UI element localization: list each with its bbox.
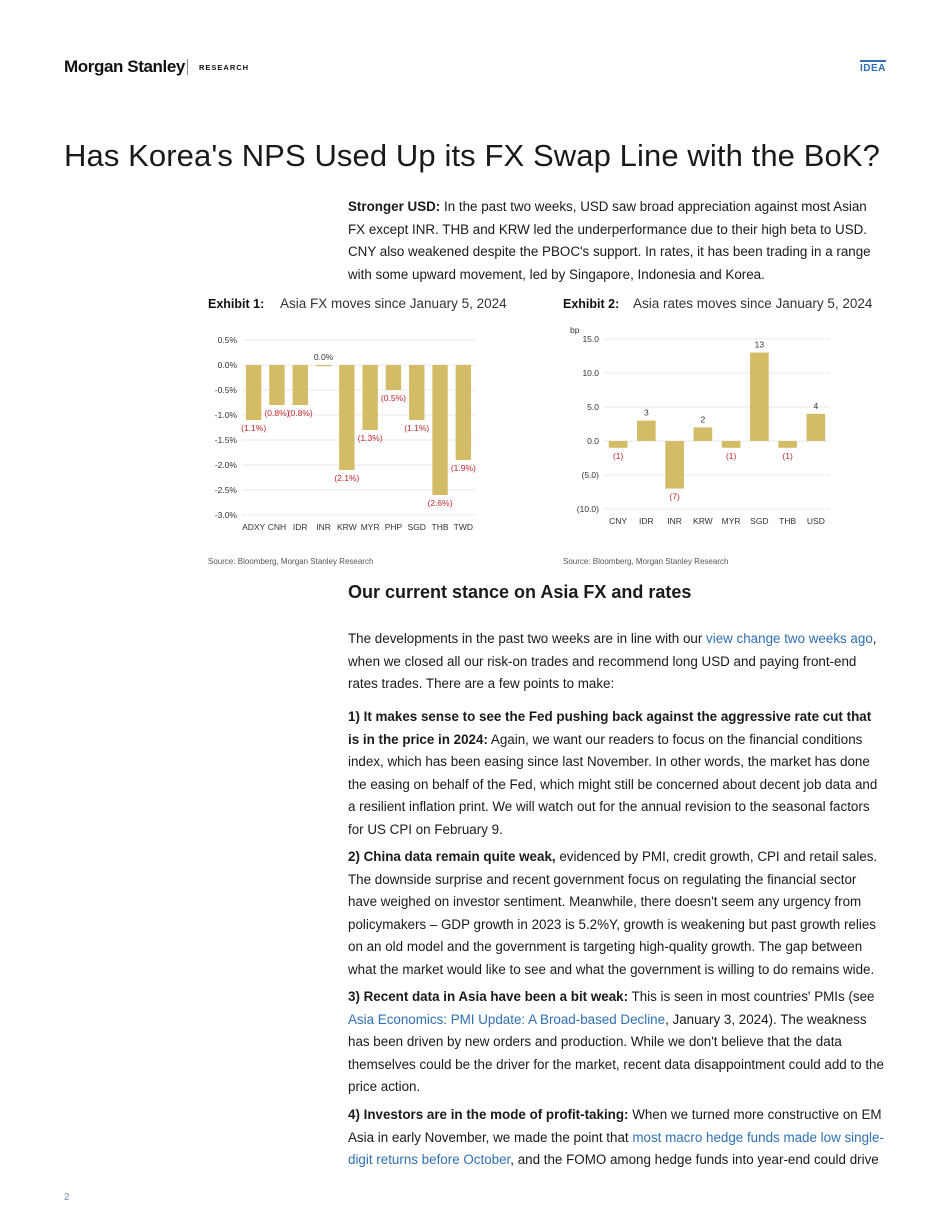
c1-bar-twd [456,365,471,460]
p5-lead: 4) Investors are in the mode of profit-taking: [348,1107,629,1122]
c1-xtick-label: INR [316,522,331,532]
p4-text-pre: This is seen in most countries' PMIs (see [628,989,875,1004]
c1-ytick-label: -3.0% [214,510,237,520]
c1-bar-idr [293,365,308,405]
c1-bar-thb [432,365,447,495]
c2-bar-sgd [750,353,769,441]
c1-bar-inr [316,365,331,366]
intro-lead: Stronger USD: [348,199,441,214]
c2-xtick-label: THB [779,516,797,526]
exhibit2-label: Exhibit 2: [563,297,620,311]
exhibit1-source: Source: Bloomberg, Morgan Stanley Research [208,557,374,566]
c1-data-label: (1.3%) [357,433,383,443]
c2-bar-idr [637,421,656,441]
rates-moves-chart [560,318,840,545]
c2-ytick-label: 15.0 [582,334,599,344]
c2-bar-krw [694,427,713,441]
body-paragraph-5 [348,1104,886,1172]
p2-text: Again, we want our readers to focus on the financial conditions index, which has been easing since last November. In other words, the market has done the easing on behalf of the Fed, which might still be concerned about decent job data and a resilient inflation print. We will watch out for the annual revision to the seasonal factors for US CPI on February 9. [348,731,878,837]
c1-xtick-label: SGD [407,522,426,532]
c1-data-label: (1.1%) [404,423,430,433]
c1-ytick-label: 0.0% [217,360,237,370]
p5-text-pre: When we turned more constructive on EM Asia in early November, we made the point that [348,1107,882,1145]
c1-ytick-label: 0.5% [217,335,237,345]
c1-data-label: (2.1%) [334,473,360,483]
c1-xtick-label: ADXY [242,522,266,532]
c1-xtick-label: PHP [384,522,403,532]
c1-xtick-label: KRW [337,522,357,532]
c1-xtick-label: IDR [292,522,308,532]
c2-data-label: 4 [813,400,819,411]
c1-ytick-label: -2.0% [214,460,237,470]
rates-ylabel-unit: bp [570,325,580,335]
hedge-funds-link[interactable]: most macro hedge funds made low single-digit returns before October [348,1129,884,1167]
c2-data-label: (1) [612,450,624,461]
c1-ytick-label: -2.5% [214,485,237,495]
body-paragraph-2 [348,706,886,841]
body-paragraph-4 [348,986,886,1099]
fx-moves-chart [200,320,485,545]
c1-data-label: 0.0% [313,352,334,362]
c1-data-label: (1.1%) [241,423,267,433]
p5-text-post: , and the FOMO among hedge funds into year-end could drive [510,1152,879,1167]
p1-text-pre: The developments in the past two weeks are in line with our [348,631,707,646]
c1-bar-php [386,365,401,390]
c1-xtick-label: TWD [453,522,474,532]
p3-lead: 2) China data remain quite weak, [348,849,556,864]
exhibit2-title: Asia rates moves since January 5, 2024 [633,296,873,311]
c1-xtick-label: CNH [267,522,287,532]
page-title: Has Korea's NPS Used Up its FX Swap Line with the BoK? [64,138,880,173]
c1-bar-adxy [246,365,261,420]
c2-bar-thb [778,441,797,448]
c1-bar-cnh [269,365,284,405]
exhibit1-label: Exhibit 1: [208,297,265,311]
c2-ytick-label: (10.0) [576,504,599,514]
exhibit1-title: Asia FX moves since January 5, 2024 [280,296,507,311]
c2-data-label: 13 [754,339,765,350]
c2-xtick-label: IDR [639,516,654,526]
c2-bar-cny [609,441,628,448]
c2-data-label: 2 [700,414,706,425]
c2-xtick-label: INR [667,516,682,526]
c1-ytick-label: -1.0% [214,410,237,420]
pmi-update-link[interactable]: Asia Economics: PMI Update: A Broad-based Decline [348,1011,666,1027]
idea-tag: IDEA [860,60,886,74]
c2-data-label: (1) [782,450,793,461]
p2-lead: 1) It makes sense to see the Fed pushing back against the aggressive rate cut that is in the price in 2024: [348,709,872,747]
c2-bar-myr [722,441,741,448]
c2-ytick-label: (5.0) [581,470,599,480]
c1-ytick-label: -1.5% [214,435,237,445]
c1-data-label: (0.8%) [264,408,290,418]
c2-ytick-label: 0.0 [587,436,599,446]
c1-bar-sgd [409,365,424,420]
c2-ytick-label: 5.0 [587,402,599,412]
p4-lead: 3) Recent data in Asia have been a bit weak: [348,989,629,1004]
exhibit2-source: Source: Bloomberg, Morgan Stanley Research [563,557,729,566]
c1-ytick-label: -0.5% [214,385,237,395]
intro-text: In the past two weeks, USD saw broad appreciation against most Asian FX except INR. THB and KRW led the underperformance due to their high beta to USD. CNY also weakened despite the PBOC's support. In rates, it has been trading in a range with some upward movement, led by Singapore, Indonesia and Korea. [348,199,871,282]
c2-xtick-label: CNY [609,516,628,526]
p3-text: evidenced by PMI, credit growth, CPI and retail sales. The downside surprise and recent government focus on regulating the financial sector have weighed on investor sentiment. Meanwhile, there doesn't seem any urgency from policymakers – GDP growth in 2023 is 5.2%Y, growth is weakening but past growth relies on an old model and the government is targeting high-quality growth. The gap between what the market would like to see and what the government is willing to do remains wide. [348,849,878,977]
brand-logo: Morgan Stanley [64,57,185,76]
p1-text-post: , when we closed all our risk-on trades and recommend long USD and paying front-end rates trades. There are a few points to make: [348,631,877,691]
c1-bar-krw [339,365,354,470]
c1-xtick-label: THB [431,522,449,532]
section-heading: Our current stance on Asia FX and rates [348,582,692,602]
c2-bar-inr [665,441,684,489]
c1-data-label: (0.5%) [380,393,406,403]
intro-paragraph [348,196,886,286]
c2-data-label: (7) [669,491,680,502]
body-paragraph-1 [348,628,886,696]
page-number: 2 [64,1192,70,1203]
c2-data-label: 3 [644,407,649,418]
body-paragraph-3 [348,846,886,981]
c1-data-label: (1.9%) [450,463,476,473]
c1-bar-myr [362,365,377,430]
c2-xtick-label: KRW [693,516,713,526]
c2-xtick-label: MYR [721,516,741,526]
c2-data-label: (1) [725,450,737,461]
c2-ytick-label: 10.0 [582,368,599,378]
header-divider [187,59,188,75]
p4-text-post: , January 3, 2024). The weakness has been driven by new orders and production. While we don't believe that the data themselves could be the driver for the market, recent data disappointment could add to the price action. [348,1011,884,1094]
c2-xtick-label: USD [806,516,825,526]
c2-bar-usd [807,414,826,441]
view-change-link[interactable]: view change two weeks ago [706,631,873,646]
c1-data-label: (0.8%) [287,408,313,418]
section-label: RESEARCH [199,63,250,72]
c1-data-label: (2.6%) [427,498,453,508]
c2-xtick-label: SGD [750,516,769,526]
c1-xtick-label: MYR [360,522,380,532]
